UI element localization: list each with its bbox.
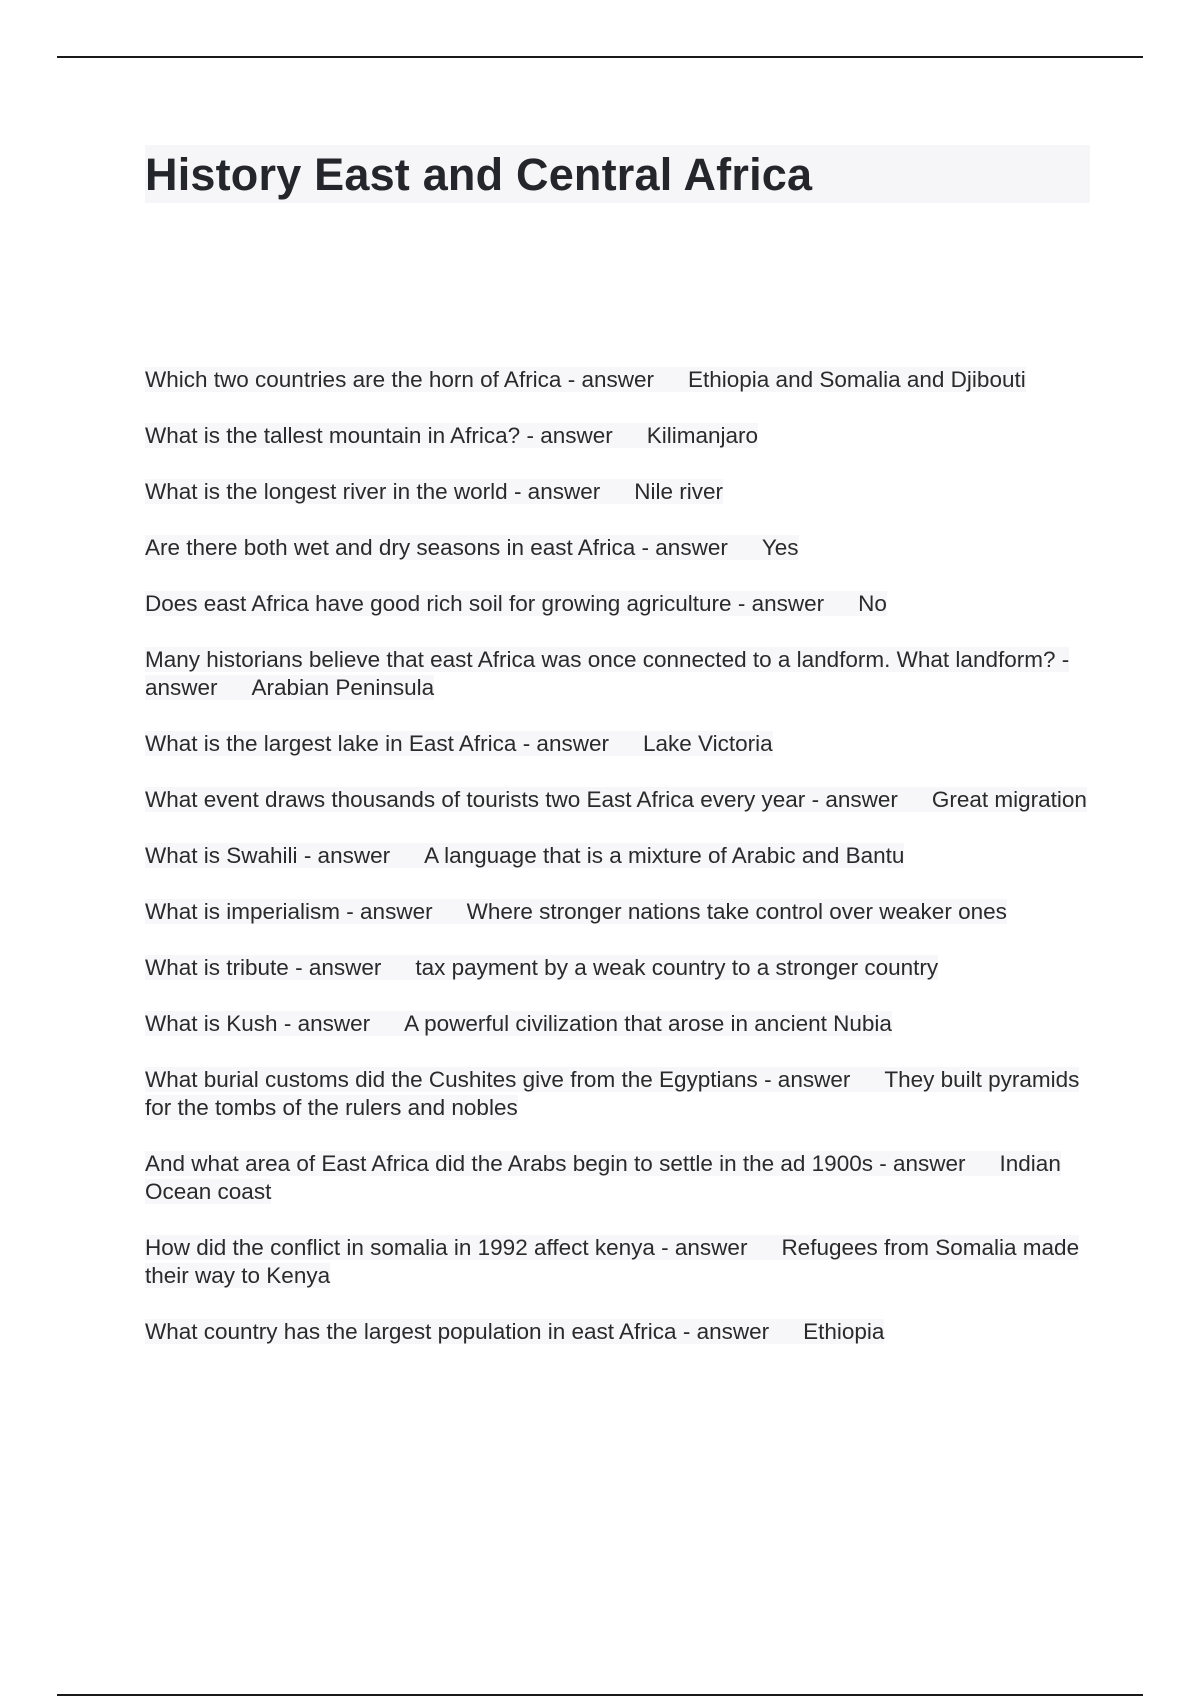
answer-separator: - answer — [526, 423, 613, 448]
question-text: Many historians believe that east Africa was once connected to a landform. What landform? — [145, 647, 1056, 672]
qa-item — [145, 1066, 1090, 1122]
answer-text: Great migration — [931, 787, 1087, 812]
qa-line — [145, 1319, 884, 1344]
qa-line — [145, 955, 938, 980]
answer-separator: - answer — [682, 1319, 770, 1344]
answer-separator: - answer — [737, 591, 825, 616]
answer-separator: - answer — [522, 731, 609, 756]
answer-text: They built pyramids for the tombs of the rulers and nobles — [145, 1067, 1080, 1120]
answer-text: A language that is a mixture of Arabic and Bantu — [424, 843, 905, 868]
qa-item — [145, 842, 1090, 870]
question-text: What is the tallest mountain in Africa? — [145, 423, 521, 448]
qa-line — [145, 1151, 1061, 1204]
answer-separator: - answer — [879, 1151, 966, 1176]
qa-line — [145, 787, 1087, 812]
question-text: What is Kush — [145, 1011, 278, 1036]
qa-line — [145, 1011, 892, 1036]
qa-item — [145, 478, 1090, 506]
bottom-rule — [57, 1694, 1143, 1696]
answer-text: Lake Victoria — [642, 731, 773, 756]
qa-item — [145, 730, 1090, 758]
qa-line — [145, 731, 773, 756]
question-text: What country has the largest population in east Africa — [145, 1319, 677, 1344]
answer-separator: - answer — [661, 1235, 748, 1260]
answer-text: Ethiopia and Somalia and Djibouti — [688, 367, 1026, 392]
answer-separator: - answer — [346, 899, 433, 924]
qa-item — [145, 366, 1090, 394]
top-rule — [57, 56, 1143, 58]
question-text: What is imperialism — [145, 899, 341, 924]
qa-line — [145, 535, 799, 560]
qa-item — [145, 534, 1090, 562]
title-bar — [145, 145, 1090, 203]
qa-line — [145, 367, 1026, 392]
qa-line — [145, 899, 1007, 924]
qa-item — [145, 954, 1090, 982]
question-text: What is the longest river in the world — [145, 479, 508, 504]
question-text: What is the largest lake in East Africa — [145, 731, 517, 756]
answer-text: tax payment by a weak country to a stronger country — [415, 955, 939, 980]
answer-text: Indian Ocean coast — [145, 1151, 1061, 1204]
answer-text: Refugees from Somalia made their way to Kenya — [145, 1235, 1080, 1288]
question-text: How did the conflict in somalia in 1992 affect kenya — [145, 1235, 655, 1260]
answer-separator: - answer — [567, 367, 654, 392]
answer-separator: - answer — [295, 955, 382, 980]
answer-separator: - answer — [811, 787, 898, 812]
document-title: History East and Central Africa — [145, 148, 813, 200]
question-text: Does east Africa have good rich soil for growing agriculture — [145, 591, 732, 616]
qa-item — [145, 1234, 1090, 1290]
question-text: What event draws thousands of tourists two East Africa every year — [145, 787, 806, 812]
qa-item — [145, 1010, 1090, 1038]
answer-text: No — [858, 591, 887, 616]
answer-text: Arabian Peninsula — [251, 675, 435, 700]
qa-line — [145, 647, 1069, 700]
question-text: What burial customs did the Cushites give from the Egyptians — [145, 1067, 758, 1092]
answer-text: Where stronger nations take control over weaker ones — [466, 899, 1007, 924]
answer-separator: - answer — [764, 1067, 851, 1092]
answer-separator: - answer — [641, 535, 728, 560]
qa-item — [145, 786, 1090, 814]
answer-separator: - answer — [283, 1011, 371, 1036]
question-text: What is Swahili — [145, 843, 298, 868]
answer-separator: - answer — [145, 647, 1070, 700]
answer-text: Kilimanjaro — [646, 423, 759, 448]
answer-separator: - answer — [513, 479, 601, 504]
qa-line — [145, 1067, 1079, 1120]
qa-item — [145, 898, 1090, 926]
qa-line — [145, 423, 758, 448]
qa-line — [145, 479, 723, 504]
question-text: Which two countries are the horn of Africa — [145, 367, 562, 392]
qa-item — [145, 422, 1090, 450]
qa-item — [145, 1150, 1090, 1206]
qa-item — [145, 590, 1090, 618]
answer-text: A powerful civilization that arose in ancient Nubia — [404, 1011, 892, 1036]
question-text: What is tribute — [145, 955, 289, 980]
question-text: Are there both wet and dry seasons in east Africa — [145, 535, 636, 560]
answer-text: Yes — [761, 535, 799, 560]
answer-text: Ethiopia — [803, 1319, 885, 1344]
answer-separator: - answer — [303, 843, 391, 868]
qa-list — [145, 366, 1090, 1374]
qa-line — [145, 1235, 1079, 1288]
question-text: And what area of East Africa did the Arabs begin to settle in the ad 1900s — [145, 1151, 873, 1176]
qa-item — [145, 646, 1090, 702]
qa-line — [145, 591, 887, 616]
qa-line — [145, 843, 904, 868]
qa-item — [145, 1318, 1090, 1346]
answer-text: Nile river — [634, 479, 723, 504]
document-header — [145, 145, 1090, 203]
